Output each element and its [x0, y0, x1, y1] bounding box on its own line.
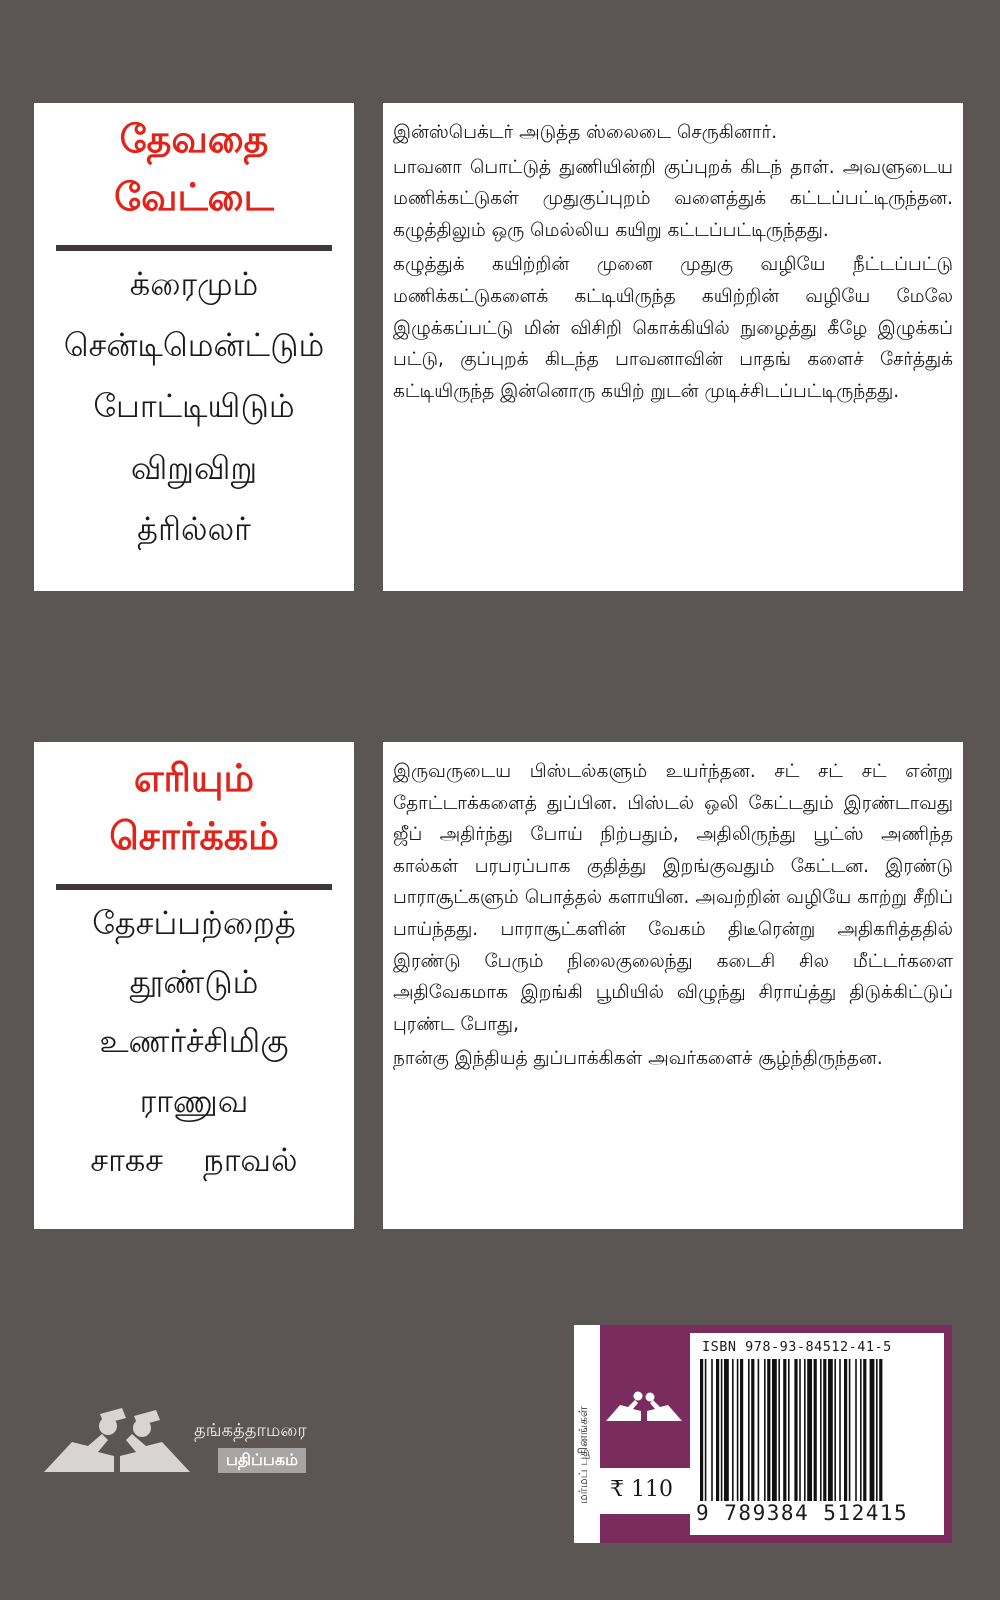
book2-tagline-line-3: உணர்ச்சிமிகு: [99, 1022, 289, 1061]
publisher-logo: [42, 1404, 342, 1484]
barcode-block: [574, 1325, 952, 1543]
book2-tagline-line-5: சாகச நாவல்: [90, 1140, 298, 1179]
book2-tagline: [34, 890, 354, 1178]
book1-excerpt-para-2: பாவனா பொட்டுத் துணியின்றி குப்புறக் கிடந் தாள். அவளுடைய மணிக்கட்டுகள் முதுகுப்புறம் வளைத்துக் கட்டப்பட்டிருந்தன. கழுத்திலும் ஒரு மெல்லிய கயிறு கட்டப்பட்டிருந்தது.: [393, 156, 953, 241]
book1-title-line-2: வேட்டை: [114, 174, 274, 219]
imprint-label: மர்மப் புதினங்கள்: [576, 1406, 590, 1504]
book1-tagline-line-5: த்ரில்லர்: [137, 509, 251, 548]
book2-excerpt-para-1: இருவருடைய பிஸ்டல்களும் உயர்ந்தன. சட் சட் சட் என்று தோட்டாக்களைத் துப்பின. பிஸ்டல் ஒலி கேட்டதும் இரண்டாவது ஜீப் அதிர்ந்து போய் நிற்பதும், அதிலிருந்து பூட்ஸ் அணிந்த கால்கள் பரபரப்பாக குதித்து இறங்குவதும் கேட்டன. இரண்டு பாராசூட்களும் பொத்தல் களாயின. அவற்றின் வழியே காற்று சீறிப் பாய்ந்தது. பாராசூட்களின் வேகம் திடீரென்று அதிகரித்ததில் இரண்டு பேரும் நிலைகுலைந்து கடைசி சில மீட்டர்களை அதிவேகமாக இறங்கி பூமியில் விழுந்து சிராய்த்து திடுக்கிட்டுப் புரண்ட போது,: [393, 761, 953, 1035]
barcode-digits: 9 789384 512415: [696, 1501, 909, 1525]
barcode-icon: [700, 1359, 936, 1501]
book1-title-line-1: தேவதை: [119, 117, 269, 161]
book2-title-line-1: எரியும்: [133, 756, 255, 800]
book1-tagline: [34, 251, 354, 547]
reading-figures-icon: [42, 1404, 192, 1484]
publisher-name: தங்கத்தாமரை: [194, 1420, 307, 1441]
book1-tagline-line-2: சென்டிமென்ட்டும்: [63, 326, 325, 365]
isbn-label: ISBN 978-93-84512-41-5: [702, 1339, 892, 1355]
book1-title: [34, 103, 354, 233]
book1-excerpt-para-1: இன்ஸ்பெக்டர் அடுத்த ஸ்லைடை செருகினார்.: [393, 122, 778, 143]
book2-tagline-line-1: தேசப்பற்றைத்: [92, 904, 296, 942]
book1-tagline-line-3: போட்டியிடும்: [93, 387, 295, 426]
price-label: ₹ 110: [610, 1477, 673, 1502]
publisher-sub: பதிப்பகம்: [218, 1448, 306, 1473]
book1-excerpt-panel: [383, 103, 963, 591]
book1-title-panel: [34, 103, 354, 591]
book2-title: [34, 742, 354, 872]
book1-tagline-line-1: க்ரைமும்: [129, 265, 259, 303]
book2-title-line-2: சொர்க்கம்: [109, 813, 279, 858]
book2-tagline-line-4: ராணுவ: [139, 1081, 249, 1120]
book1-excerpt-para-3: கழுத்துக் கயிற்றின் முனை முதுகு வழியே நீட்டப்பட்டு மணிக்கட்டுகளைக் கட்டியிருந்த கயிற்றின் வழியே மேலே இழுக்கப்பட்டு மின் விசிறி கொக்கியில் நுழைத்து கீழே இழுக்கப் பட்டு, குப்புறக் கிடந்த பாவனாவின் பாதங் களைச் சேர்த்துக் கட்டியிருந்த இன்னொரு கயிற் றுடன் முடிச்சிடப்பட்டிருந்தது.: [393, 254, 953, 402]
book1-tagline-line-4: விறுவிறு: [130, 448, 258, 487]
book2-tagline-line-2: தூண்டும்: [129, 963, 259, 1002]
book2-excerpt-panel: [383, 742, 963, 1229]
book2-excerpt-para-2: நான்கு இந்தியத் துப்பாக்கிகள் அவர்களைச் சூழ்ந்திருந்தன.: [393, 1048, 883, 1070]
imprint-reading-figures-icon: [604, 1385, 684, 1425]
book2-title-panel: [34, 742, 354, 1229]
